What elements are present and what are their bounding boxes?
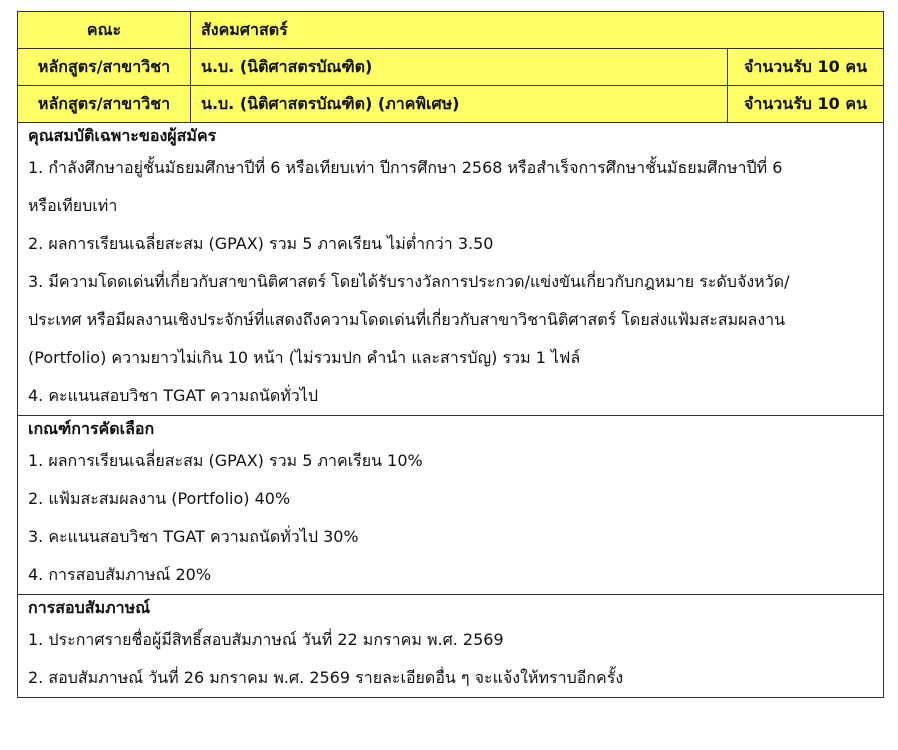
qualifications-title: คุณสมบัติเฉพาะของผู้สมัคร: [28, 126, 217, 145]
criteria-line: 3. คะแนนสอบวิชา TGAT ความถนัดทั่วไป 30%: [28, 527, 359, 546]
admission-table: [17, 11, 884, 698]
program-row: [18, 49, 884, 86]
program-name: น.บ. (นิติศาสตรบัณฑิต): [191, 49, 728, 86]
qualification-line: 4. คะแนนสอบวิชา TGAT ความถนัดทั่วไป: [28, 386, 318, 405]
criteria-line: 2. แฟ้มสะสมผลงาน (Portfolio) 40%: [28, 489, 291, 508]
admission-criteria-document: [17, 11, 883, 698]
interview-section: [18, 595, 884, 698]
interview-line: 2. สอบสัมภาษณ์ วันที่ 26 มกราคม พ.ศ. 2569 รายละเอียดอื่น ๆ จะแจ้งให้ทราบอีกครั้ง: [28, 668, 624, 687]
criteria-line: 4. การสอบสัมภาษณ์ 20%: [28, 565, 212, 584]
interview-line: 1. ประกาศรายชื่อผู้มีสิทธิ์สอบสัมภาษณ์ วันที่ 22 มกราคม พ.ศ. 2569: [28, 630, 504, 649]
qualification-line: หรือเทียบเท่า: [28, 196, 118, 215]
faculty-value: สังคมศาสตร์: [191, 12, 884, 49]
faculty-row: [18, 12, 884, 49]
criteria-title: เกณฑ์การคัดเลือก: [28, 419, 155, 438]
program-label: หลักสูตร/สาขาวิชา: [18, 86, 191, 123]
interview-title: การสอบสัมภาษณ์: [28, 598, 151, 617]
qualification-line: 1. กำลังศึกษาอยู่ชั้นมัธยมศึกษาปีที่ 6 หรือเทียบเท่า ปีการศึกษา 2568 หรือสำเร็จการศึกษาชั้นมัธยมศึกษาปีที่ 6: [28, 158, 783, 177]
qualification-line: ประเทศ หรือมีผลงานเชิงประจักษ์ที่แสดงถึงความโดดเด่นที่เกี่ยวกับสาขาวิชานิติศาสตร์ โดยส่งแฟ้มสะสมผลงาน: [28, 310, 786, 329]
qualification-line: 2. ผลการเรียนเฉลี่ยสะสม (GPAX) รวม 5 ภาคเรียน ไม่ต่ำกว่า 3.50: [28, 234, 494, 253]
program-quota: จำนวนรับ 10 คน: [728, 86, 884, 123]
program-row: [18, 86, 884, 123]
qualification-line: 3. มีความโดดเด่นที่เกี่ยวกับสาขานิติศาสตร์ โดยได้รับรางวัลการประกวด/แข่งขันเกี่ยวกับกฎหมาย ระดับจังหวัด/: [28, 272, 790, 291]
criteria-section: [18, 416, 884, 595]
criteria-line: 1. ผลการเรียนเฉลี่ยสะสม (GPAX) รวม 5 ภาคเรียน 10%: [28, 451, 423, 470]
program-quota: จำนวนรับ 10 คน: [728, 49, 884, 86]
faculty-label: คณะ: [18, 12, 191, 49]
qualification-line: (Portfolio) ความยาวไม่เกิน 10 หน้า (ไม่รวมปก คำนำ และสารบัญ) รวม 1 ไฟล์: [28, 348, 581, 367]
qualifications-section: [18, 123, 884, 416]
program-label: หลักสูตร/สาขาวิชา: [18, 49, 191, 86]
program-name: น.บ. (นิติศาสตรบัณฑิต) (ภาคพิเศษ): [191, 86, 728, 123]
